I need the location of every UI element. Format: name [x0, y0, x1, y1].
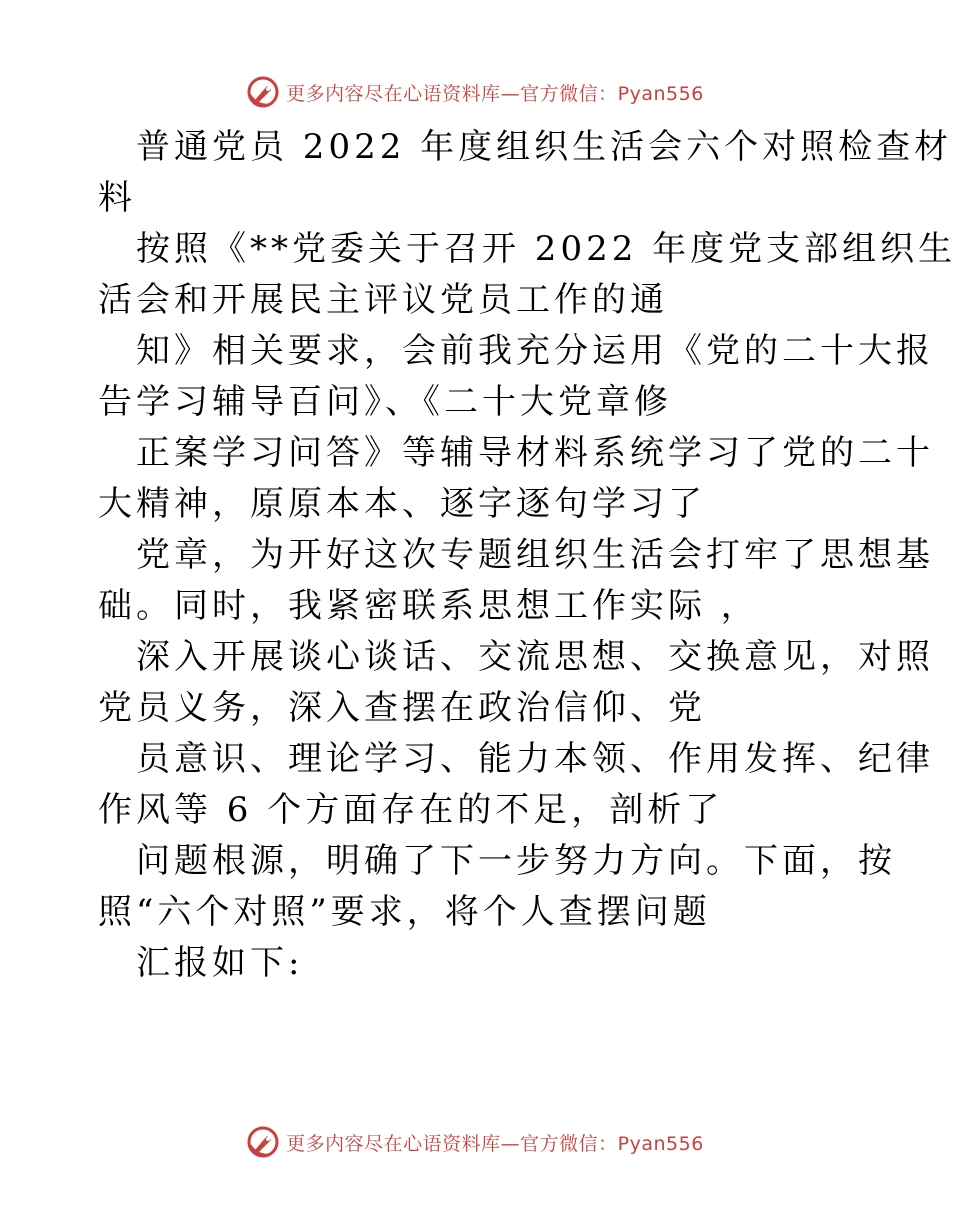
- text-line: 员意识、理论学习、能力本领、作用发挥、纪律: [136, 739, 934, 779]
- text-line: 础。同时，我紧密联系思想工作实际 ，: [98, 586, 759, 626]
- paragraph: [98, 632, 934, 734]
- paragraph: [98, 428, 934, 530]
- text-line: 作风等 6 个方面存在的不足，剖析了: [98, 790, 724, 830]
- paragraph: [98, 122, 953, 224]
- text-line: 告学习辅导百问》、《二十大党章修: [98, 382, 672, 422]
- text-line: 知》相关要求，会前我充分运用《党的二十大报: [136, 331, 934, 371]
- paragraph: [98, 734, 934, 836]
- paragraph: [98, 938, 858, 989]
- document-body: [98, 122, 956, 989]
- footer-banner: [0, 1122, 950, 1162]
- text-line: 料: [98, 178, 136, 218]
- text-line: 普通党员 2022 年度组织生活会六个对照检查材: [136, 127, 953, 167]
- header-banner: [0, 72, 950, 112]
- text-line: 照“六个对照”要求，将个人查摆问题: [98, 892, 711, 932]
- paragraph: [98, 224, 956, 326]
- text-line: 按照《**党委关于召开 2022 年度党支部组织生: [136, 229, 956, 269]
- text-line: 党章，为开好这次专题组织生活会打牢了思想基: [136, 535, 934, 575]
- text-line: 活会和开展民主评议党员工作的通: [98, 280, 668, 320]
- pen-nib-icon: [246, 75, 280, 109]
- pen-nib-icon: [246, 1125, 280, 1159]
- text-line: 汇报如下:: [136, 943, 304, 983]
- text-line: 正案学习问答》等辅导材料系统学习了党的二十: [136, 433, 934, 473]
- paragraph: [98, 530, 934, 632]
- text-line: 深入开展谈心谈话、交流思想、交换意见，对照: [136, 637, 934, 677]
- text-line: 党员义务，深入查摆在政治信仰、党: [98, 688, 706, 728]
- text-line: 大精神，原原本本、逐字逐句学习了: [98, 484, 706, 524]
- banner-text: 更多内容尽在心语资料库—官方微信：Pyan556: [286, 1132, 704, 1155]
- paragraph: [98, 836, 896, 938]
- paragraph: [98, 326, 934, 428]
- text-line: 问题根源，明确了下一步努力方向。下面，按: [136, 841, 896, 881]
- banner-text: 更多内容尽在心语资料库—官方微信：Pyan556: [286, 82, 704, 105]
